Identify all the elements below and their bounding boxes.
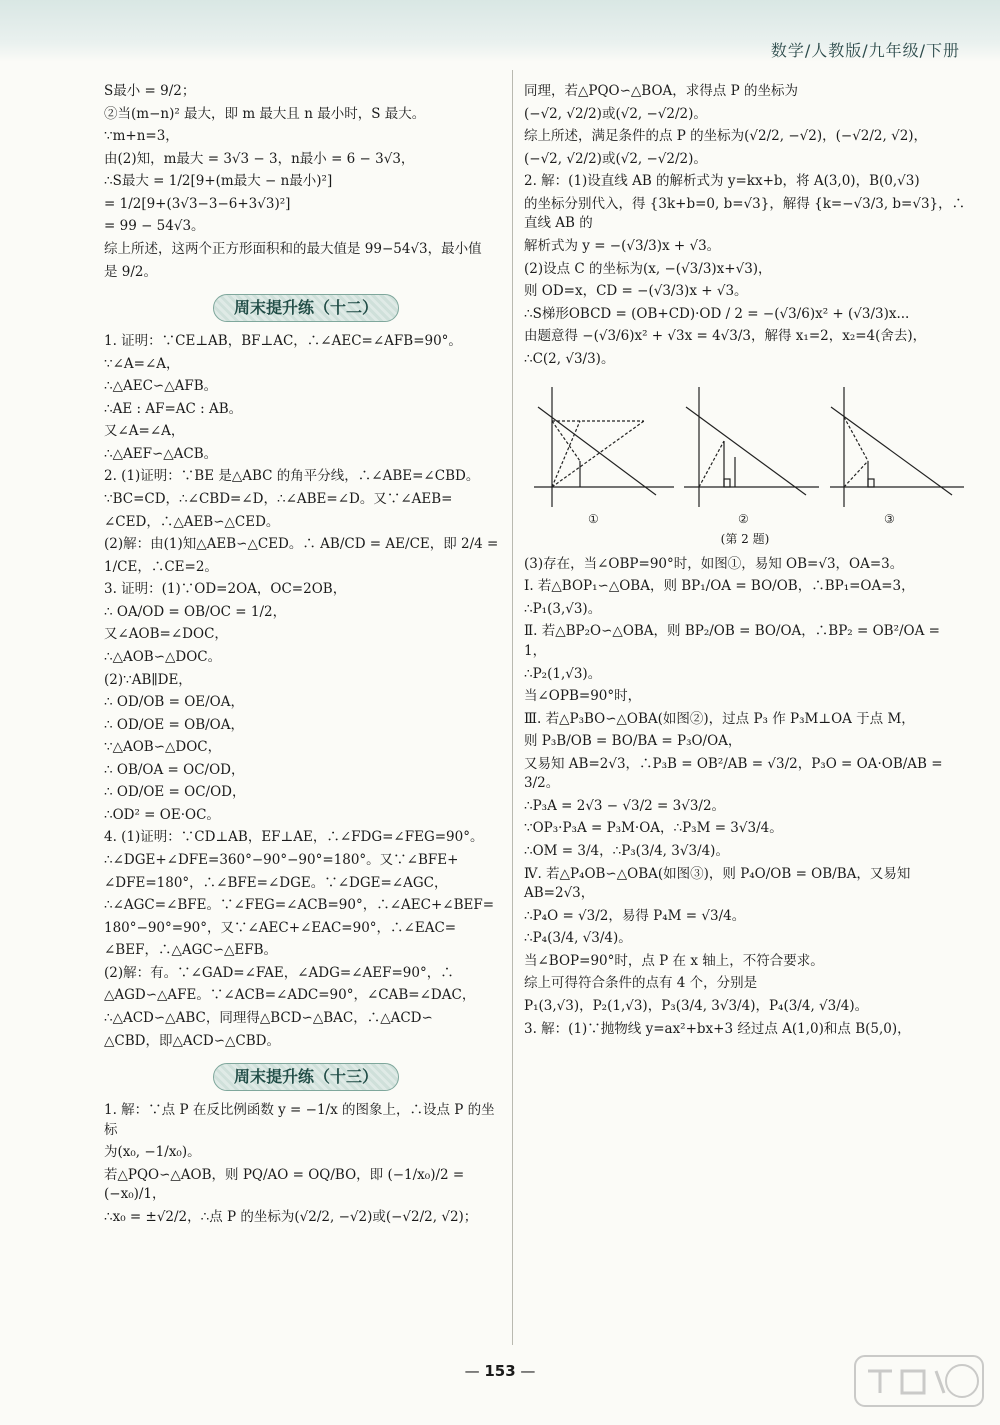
text-line: ∴OD² = OE·OC。 (104, 806, 220, 823)
text-line: ∴△AOB∽△DOC。 (104, 648, 222, 665)
text-line: ∴△AEF∽△ACB。 (104, 445, 218, 462)
text-line: ∴AE : AF=AC : AB。 (104, 400, 243, 417)
text-line: 又∠AOB=∠DOC， (104, 626, 228, 643)
right-lines-top (524, 82, 966, 369)
text-line: ∵m+n=3， (104, 128, 179, 145)
text-line: ∴P₁(3,√3)。 (524, 600, 602, 617)
figure-row (524, 377, 966, 527)
text-line: ∴ OD/OE = OB/OA， (104, 716, 244, 733)
section-title-13: 周末提升练（十三） (213, 1063, 399, 1091)
text-line: (−√2, √2/2)或(√2, −√2/2)。 (524, 150, 707, 167)
left-column (104, 82, 508, 1230)
text-line: (2)解：有。∵∠GAD=∠FAE，∠ADG=∠AEF=90°，∴ (104, 964, 454, 981)
text-line: ∴S最大 = 1/2[9+(m最大 − n最小)²] (104, 173, 333, 190)
text-line: 的坐标分别代入，得 {3k+b=0, b=√3}，解得 {k=−√3/3, b=√3}，∴直线 AB 的 (524, 195, 966, 232)
text-line: 解析式为 y = −(√3/3)x + √3。 (524, 237, 721, 254)
text-line: ∴△ACD∽△ABC，同理得△BCD∽△BAC，∴△ACD∽ (104, 1009, 433, 1026)
text-line: 是 9/2。 (104, 263, 158, 280)
text-line: 1. 证明：∵CE⊥AB，BF⊥AC，∴∠AEC=∠AFB=90°。 (104, 333, 462, 350)
text-line: ∵OP₃·P₃A = P₃M·OA，∴P₃M = 3√3/4。 (524, 820, 783, 837)
text-line: 1. 解：∵点 P 在反比例函数 y = −1/x 的图象上，∴设点 P 的坐标 (104, 1102, 495, 1138)
text-line: (−√2, √2/2)或(√2, −√2/2)。 (524, 105, 707, 122)
figure-label-2: ② (738, 512, 749, 527)
text-line: ∴OM = 3/4，∴P₃(3/4, 3√3/4)。 (524, 843, 729, 860)
column-divider (512, 70, 513, 1345)
text-line: 又易知 AB=2√3，∴P₃B = OB²/AB = √3/2，P₃O = OA·OB/AB = 3/2。 (524, 755, 947, 792)
text-line: 则 P₃B/OB = BO/BA = P₃O/OA， (524, 733, 742, 750)
text-line: = 99 − 54√3。 (104, 218, 205, 235)
figure-label-1: ① (588, 512, 599, 527)
text-line: Ⅰ. 若△BOP₁∽△OBA，则 BP₁/OA = BO/OB，∴BP₁=OA=3， (524, 578, 915, 595)
text-line: 综上可得符合条件的点有 4 个，分别是 (524, 975, 758, 992)
text-line: 2. (1)证明：∵BE 是△ABC 的角平分线，∴∠ABE=∠CBD。 (104, 468, 480, 485)
text-line: 当∠BOP=90°时，点 P 在 x 轴上，不符合要求。 (524, 952, 824, 969)
text-line: (2)解：由(1)知△AEB∽△CED。∴ AB/CD = AE/CE，即 2/4 = (104, 536, 499, 553)
text-line: ∴∠AGC=∠BFE。∵∠FEG=∠ACB=90°，∴∠AEC+∠BEF= (104, 897, 495, 914)
text-line: Ⅳ. 若△P₄OB∽△OBA(如图③)，则 P₄O/OB = OB/BA，又易知 AB=2√3， (524, 865, 915, 902)
text-line: △AGD∽△AFE。∵∠ACB=∠ADC=90°，∠CAB=∠DAC， (104, 987, 476, 1004)
text-line: 4. (1)证明：∵CD⊥AB，EF⊥AE，∴∠FDG=∠FEG=90°。 (104, 829, 484, 846)
text-line: ∴ OB/OA = OC/OD， (104, 761, 245, 778)
right-column (524, 82, 966, 1042)
text-line: 由(2)知，m最大 = 3√3 − 3，n最小 = 6 − 3√3， (104, 150, 415, 167)
left-lines-mid (104, 332, 508, 1051)
right-lines-bottom (524, 555, 966, 1039)
text-line: ②当(m−n)² 最大，即 m 最大且 n 最小时，S 最大。 (104, 105, 426, 122)
text-line: 综上所述，这两个正方形面积和的最大值是 99−54√3，最小值 (104, 240, 482, 257)
text-line: ∵∠A=∠A， (104, 355, 180, 372)
geometry-figures (524, 377, 966, 527)
text-line: 为(x₀, −1/x₀)。 (104, 1144, 201, 1161)
page-number: — 153 — (0, 1362, 1000, 1380)
text-line: 180°−90°=90°，又∵∠AEC+∠EAC=90°，∴∠EAC= (104, 919, 457, 936)
text-line: ∴P₂(1,√3)。 (524, 665, 602, 682)
text-line: ∠BEF，∴△AGC∽△EFB。 (104, 942, 278, 959)
figure-label-3: ③ (884, 512, 895, 527)
text-line: ∴S梯形OBCD = (OB+CD)·OD / 2 = −(√3/6)x² + (√3/3)x... (524, 305, 914, 322)
text-line: (3)存在，当∠OBP=90°时，如图①，易知 OB=√3，OA=3。 (524, 555, 904, 572)
text-line: ∴ OA/OD = OB/OC = 1/2， (104, 603, 287, 620)
text-line: P₁(3,√3)，P₂(1,√3)，P₃(3/4, 3√3/4)，P₄(3/4, √3/4)。 (524, 997, 869, 1014)
text-line: S最小 = 9/2； (104, 83, 196, 99)
text-line: Ⅱ. 若△BP₂O∽△OBA，则 BP₂/OB = BO/OA，∴BP₂ = OB²/OA = 1， (524, 623, 945, 659)
text-line: ∴∠DGE+∠DFE=360°−90°−90°=180°。又∵∠BFE+ (104, 852, 459, 868)
text-line: 2. 解：(1)设直线 AB 的解析式为 y=kx+b，将 A(3,0)，B(0,√3) (524, 173, 920, 190)
text-line: (2)∵AB∥DE， (104, 671, 192, 688)
text-line: ∴ OD/OB = OE/OA， (104, 694, 244, 711)
text-line: 1/CE，∴CE=2。 (104, 558, 218, 575)
text-line: ∵△AOB∽△DOC， (104, 739, 222, 756)
text-line: ∴△AEC∽△AFB。 (104, 378, 218, 395)
left-lines-bottom (104, 1101, 508, 1227)
figure-1 (534, 387, 674, 507)
text-line: 综上所述，满足条件的点 P 的坐标为(√2/2, −√2)，(−√2/2, √2)， (524, 128, 928, 145)
text-line: ∴C(2, √3/3)。 (524, 350, 615, 367)
header-title: 数学/人教版/九年级/下册 (770, 41, 960, 60)
text-line: ∴P₄(3/4, √3/4)。 (524, 930, 632, 947)
text-line: 则 OD=x，CD = −(√3/3)x + √3。 (524, 283, 748, 300)
text-line: 若△PQO∽△AOB，则 PQ/AO = OQ/BO，即 (−1/x₀)/2 = (−x₀)/1， (104, 1166, 469, 1203)
text-line: Ⅲ. 若△P₃BO∽△OBA(如图②)，过点 P₃ 作 P₃M⊥OA 于点 M， (524, 710, 915, 727)
text-line: ∵BC=CD，∴∠CBD=∠D，∴∠ABE=∠D。又∵∠AEB= (104, 491, 453, 507)
text-line: ∠CED，∴△AEB∽△CED。 (104, 513, 280, 530)
text-line: ∴x₀ = ±√2/2，∴点 P 的坐标为(√2/2, −√2)或(−√2/2, √2)； (104, 1208, 478, 1225)
text-line: 由题意得 −(√3/6)x² + √3x = 4√3/3，解得 x₁=2，x₂=4(舍去)， (524, 328, 927, 345)
figure-3 (830, 387, 964, 507)
text-line: ∠DFE=180°，∴∠BFE=∠DGE。∵∠DGE=∠AGC， (104, 874, 448, 891)
text-line: 3. 证明：(1)∵OD=2OA，OC=2OB， (104, 581, 347, 598)
figure-caption: (第 2 题) (720, 532, 770, 547)
text-line: △CBD，即△ACD∽△CBD。 (104, 1032, 281, 1049)
text-line: 3. 解：(1)∵抛物线 y=ax²+bx+3 经过点 A(1,0)和点 B(5,0)， (524, 1020, 911, 1037)
text-line: 同理，若△PQO∽△BOA，求得点 P 的坐标为 (524, 83, 798, 99)
watermark-logo-icon (854, 1355, 984, 1407)
figure-2 (684, 387, 819, 507)
text-line: = 1/2[9+(3√3−3−6+3√3)²] (104, 195, 291, 212)
text-line: ∴P₃A = 2√3 − √3/2 = 3√3/2。 (524, 797, 726, 814)
text-line: 又∠A=∠A， (104, 423, 185, 440)
text-line: ∴P₄O = √3/2，易得 P₄M = √3/4。 (524, 907, 746, 924)
section-title-12: 周末提升练（十二） (213, 294, 399, 322)
text-line: ∴ OD/OE = OC/OD， (104, 784, 246, 801)
text-line: (2)设点 C 的坐标为(x, −(√3/3)x+√3)， (524, 260, 772, 277)
left-lines-top (104, 82, 508, 282)
text-line: 当∠OPB=90°时， (524, 688, 642, 705)
